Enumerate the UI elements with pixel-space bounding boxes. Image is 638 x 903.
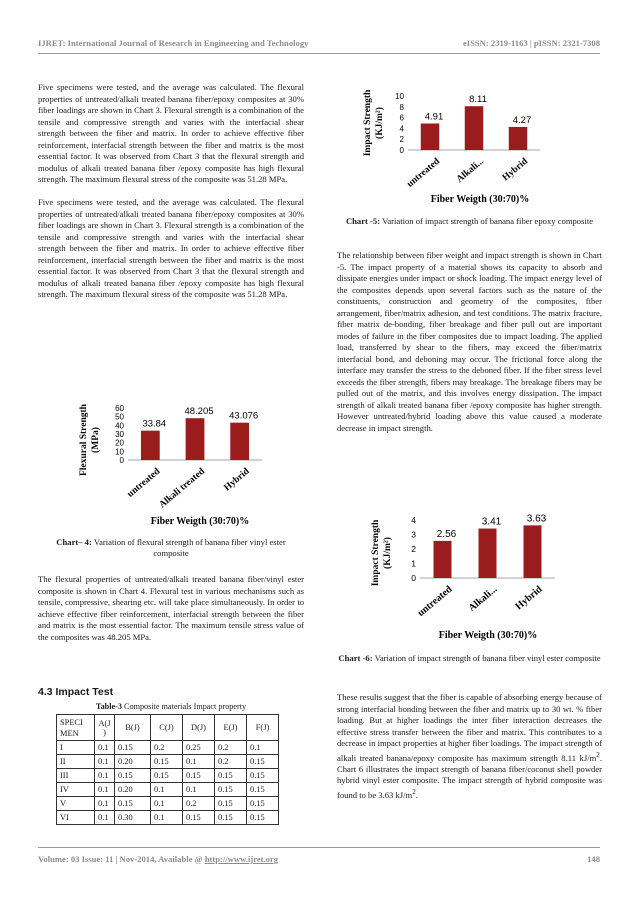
- table-cell: 0.1: [95, 741, 115, 755]
- y-tick-label: 10: [115, 447, 124, 457]
- data-label: 2.56: [436, 528, 457, 540]
- table-cell: 0.15: [183, 811, 215, 825]
- table-cell: 0.1: [151, 797, 183, 811]
- y-tick-label: 20: [115, 438, 124, 448]
- y-tick-label: 6: [399, 113, 404, 123]
- data-label: 48.205: [184, 406, 214, 418]
- page-number: 148: [587, 854, 600, 864]
- table-header-cell: F(J): [247, 715, 279, 741]
- y-axis-unit: (KJ/m²): [383, 537, 393, 569]
- y-axis-title: Impact Strength: [363, 89, 373, 157]
- table-cell: 0.1: [95, 797, 115, 811]
- bar: [141, 431, 160, 460]
- table-cell: I: [57, 741, 95, 755]
- footer-volume: [38, 854, 278, 864]
- impact-property-table: [56, 714, 279, 825]
- table-cell: 0.15: [247, 755, 279, 769]
- table-title: [38, 702, 304, 711]
- table-cell: 0.15: [215, 797, 247, 811]
- superscript: 2: [412, 787, 416, 796]
- caption-label: Chart -6:: [338, 653, 373, 663]
- caption-text: Variation of flexural strength of banana fiber vinyl ester composite: [93, 537, 286, 558]
- table-cell: 0.1: [183, 783, 215, 797]
- y-tick-label: 3: [411, 529, 416, 540]
- chart-4: [72, 396, 272, 532]
- table-row: [57, 783, 279, 797]
- chart-4-caption: [38, 537, 304, 559]
- table-cell: IV: [57, 783, 95, 797]
- table-header-cell: B(J): [115, 715, 151, 741]
- paragraph: [337, 692, 602, 801]
- journal-link[interactable]: http://www.ijret.org: [204, 854, 279, 864]
- table-cell: 0.15: [115, 797, 151, 811]
- table-cell: 0.20: [115, 755, 151, 769]
- x-axis-title: Fiber Weigth (30:70)%: [438, 630, 538, 641]
- data-label: 43.076: [229, 410, 259, 422]
- table-cell: 0.1: [95, 811, 115, 825]
- table-header-cell: D(J): [183, 715, 215, 741]
- paragraph-part: These results suggest that the fiber is capable of absorbing energy because of strong interfacial bonding between the fiber and matrix up to 30 wt. % fiber loading. But at higher loadings the inter fiber interaction decreases the effective stress transfer between the fiber and matrix. This contributes to a decrease in impact properties at higher fiber loadings. The impact strength of alkali treated banana/epoxy composite has maximum strength 8.11 kJ/m: [337, 692, 602, 763]
- caption-label: Chart– 4:: [56, 537, 92, 547]
- y-tick-label: 8: [399, 102, 404, 112]
- issn: eISSN: 2319-1163 | pISSN: 2321-7308: [462, 38, 600, 48]
- table-row: [57, 797, 279, 811]
- paragraph-part: .: [415, 789, 418, 800]
- table-row: [57, 811, 279, 825]
- superscript: 2: [596, 750, 600, 759]
- table-row: [57, 741, 279, 755]
- y-tick-label: 4: [399, 124, 404, 134]
- table-cell: II: [57, 755, 95, 769]
- caption-text: Variation of impact strength of banana fiber vinyl ester composite: [374, 653, 601, 663]
- table-cell: 0.1: [183, 755, 215, 769]
- table-header-cell: SPECI MEN: [57, 715, 95, 741]
- chart-6-svg: [370, 508, 580, 643]
- table-cell: 0.15: [247, 783, 279, 797]
- footer-rule: [38, 847, 600, 848]
- x-tick-label: untreated: [125, 466, 163, 500]
- page-header: [38, 38, 600, 48]
- table-cell: 0.25: [183, 741, 215, 755]
- y-tick-label: 50: [115, 412, 124, 422]
- table-cell: 0.2: [151, 741, 183, 755]
- header-rule: [38, 53, 600, 54]
- table-cell: 0.15: [151, 755, 183, 769]
- table-body: [57, 741, 279, 825]
- table-cell: 0.15: [247, 769, 279, 783]
- table-cell: 0.1: [151, 783, 183, 797]
- table-cell: 0.15: [215, 783, 247, 797]
- y-tick-label: 1: [411, 558, 416, 569]
- table-cell: VI: [57, 811, 95, 825]
- y-tick-label: 60: [115, 404, 124, 413]
- y-tick-label: 2: [411, 544, 416, 554]
- caption-text: Variation of impact strength of banana fiber epoxy composite: [382, 216, 594, 226]
- table-title-text: Composite materials Impact property: [124, 702, 247, 711]
- table-cell: 0.15: [183, 769, 215, 783]
- table-cell: V: [57, 797, 95, 811]
- right-column-lower: [337, 692, 602, 813]
- table-cell: 0.1: [95, 755, 115, 769]
- y-tick-label: 10: [395, 92, 404, 101]
- y-tick-label: 2: [399, 135, 404, 145]
- chart-6-caption: [337, 653, 602, 664]
- chart-5: [360, 84, 580, 212]
- paragraph: Five specimens were tested, and the average was calculated. The flexural properties of untreated/alkali treated banana fiber/epoxy composites at 30% fiber loadings are shown in Chart 3. Flexural strength is a combination of the tensile and compressive strength and varies with the interfacial shear strength between the fiber and matrix. In order to achieve effective fiber reinforcement, interfacial strength between the fiber and matrix is the most essential factor. It was observed from Chart 3 that the flexural strength and modulus of alkali treated banana fiber /epoxy composite has high flexural strength. The maximum flexural stress of the composite was 51.28 MPa.: [38, 197, 304, 299]
- data-label: 3.41: [481, 516, 502, 528]
- x-tick-label: untreated: [405, 156, 442, 190]
- right-column: [337, 250, 602, 446]
- y-tick-label: 0: [399, 146, 404, 155]
- paragraph: The relationship between fiber weight and impact strength is shown in Chart -5. The impact property of a material shows its capacity to absorb and dissipate energies under impact or shock loading. The impact energy level of the composites depends upon several factors such as the nature of the constituents, construction and geometry of the composites, fiber arrangement, fiber/matrix adhesion, and test conditions. The matrix fracture, fiber matrix de-bonding, fiber breakage and fiber pull out are important modes of failure in the fiber composites due to impact loading. The applied load, transferred by shear to the fibers, may exceed the fiber/matrix interfacial bond, and deboning may occur. The frictional force along the interface may transfer the stress to the deboned fiber. If the fiber stress level exceeds the fiber strength, fibers may breakage. The breakage fibers may be pulled out of the matrix, and this involves energy dissipation. The impact strength of alkali treated banana fiber /epoxy composite has higher strength. However untreated/hybrid loading above this value caused a moderate decrease in impact strength.: [337, 250, 602, 433]
- x-tick-label: Hybrid: [222, 466, 252, 494]
- left-column-lower: [38, 574, 304, 655]
- paragraph: Five specimens were tested, and the average was calculated. The flexural properties of untreated/alkali treated banana fiber/epoxy composites at 30% fiber loadings are shown in Chart 3. Flexural strength is a combination of the tensile and compressive strength and varies with the interfacial shear strength between the fiber and matrix. In order to achieve effective fiber reinforcement, interfacial strength between the fiber and matrix is the most essential factor. It was observed from Chart 3 that the flexural strength and modulus of alkali treated banana fiber /epoxy composite has high flexural strength. The maximum flexural stress of the composite was 51.28 MPa.: [38, 82, 304, 184]
- table-cell: 0.1: [247, 741, 279, 755]
- x-tick-label: Alkali...: [455, 156, 486, 185]
- y-axis-title: Flexural Strength: [79, 404, 89, 476]
- table-row: [57, 755, 279, 769]
- bar: [434, 541, 452, 578]
- table-row: [57, 769, 279, 783]
- y-axis-unit: (MPa): [91, 427, 101, 453]
- table-header-cell: C(J): [151, 715, 183, 741]
- y-tick-label: 30: [115, 430, 124, 439]
- y-tick-label: 4: [411, 515, 416, 525]
- table-title-label: Table-3: [95, 702, 122, 711]
- journal-title: IJRET: International Journal of Research in Engineering and Technology: [38, 38, 309, 48]
- x-tick-label: Hybrid: [500, 156, 530, 184]
- bar: [421, 123, 439, 150]
- bar: [479, 529, 497, 578]
- caption-label: Chart -5:: [345, 216, 381, 226]
- table-cell: 0.30: [115, 811, 151, 825]
- y-tick-label: 0: [119, 456, 124, 465]
- x-tick-label: Hybrid: [513, 583, 545, 613]
- table-header-row: [57, 715, 279, 741]
- section-title: 4.3 Impact Test: [38, 686, 114, 698]
- table-cell: 0.15: [247, 811, 279, 825]
- table-header-cell: E(J): [215, 715, 247, 741]
- page-footer: [38, 854, 600, 864]
- x-axis-title: Fiber Weigth (30:70)%: [430, 194, 530, 205]
- table-cell: 0.2: [215, 755, 247, 769]
- table-cell: 0.15: [151, 769, 183, 783]
- table-cell: 0.15: [247, 797, 279, 811]
- table-header-cell: A(J ): [95, 715, 115, 741]
- table-cell: 0.1: [151, 811, 183, 825]
- data-label: 4.91: [424, 111, 444, 123]
- bar: [230, 423, 249, 460]
- y-tick-label: 40: [115, 421, 124, 431]
- bar: [465, 106, 483, 150]
- y-tick-label: 0: [411, 573, 416, 583]
- table-cell: 0.15: [115, 741, 151, 755]
- table-cell: 0.1: [95, 769, 115, 783]
- left-column: [38, 82, 304, 312]
- table-cell: 0.1: [95, 783, 115, 797]
- y-axis-unit: (KJ/m²): [375, 107, 385, 139]
- data-label: 3.63: [526, 513, 547, 525]
- table-cell: 0.2: [215, 741, 247, 755]
- x-axis-title: Fiber Weigth (30:70)%: [150, 516, 250, 527]
- x-tick-label: Alkali...: [466, 583, 500, 614]
- chart-6: [370, 508, 580, 643]
- footer-volume-text: Volume: 03 Issue: 11 | Nov-2014, Available @: [38, 854, 205, 864]
- bar: [509, 127, 527, 150]
- bar: [186, 418, 205, 460]
- table-cell: 0.15: [115, 769, 151, 783]
- table-cell: 0.20: [115, 783, 151, 797]
- x-tick-label: Alkali treated: [157, 466, 207, 511]
- chart-4-svg: [72, 396, 272, 532]
- y-axis-title: Impact Strength: [371, 519, 381, 587]
- x-tick-label: untreated: [415, 583, 455, 619]
- table-cell: 0.15: [215, 769, 247, 783]
- paragraph-part: . Chart 6 illustrates the impact strength of banana fiber/coconut shell powder hybrid vinyl ester composite. The impact strength of hybrid composite was found to be 3.63 kJ/m: [337, 752, 602, 800]
- table-cell: 0.2: [183, 797, 215, 811]
- data-label: 8.11: [469, 94, 487, 106]
- chart-5-svg: [360, 84, 580, 212]
- paragraph: The flexural properties of untreated/alkali treated banana fiber/vinyl ester composite is shown in Chart 4. Flexural test in various mechanisms such as tensile, compressive, shearing etc. will take place simultaneously. In order to achieve effective fiber reinforcement, interfacial strength between the fiber and matrix is the most essential factor. The maximum tensile stress value of the composites was 48.205 MPa.: [38, 574, 304, 642]
- table-cell: III: [57, 769, 95, 783]
- data-label: 33.84: [142, 418, 167, 430]
- bar: [524, 525, 542, 578]
- chart-5-caption: [337, 216, 602, 227]
- data-label: 4.27: [512, 114, 532, 126]
- table-cell: 0.15: [215, 811, 247, 825]
